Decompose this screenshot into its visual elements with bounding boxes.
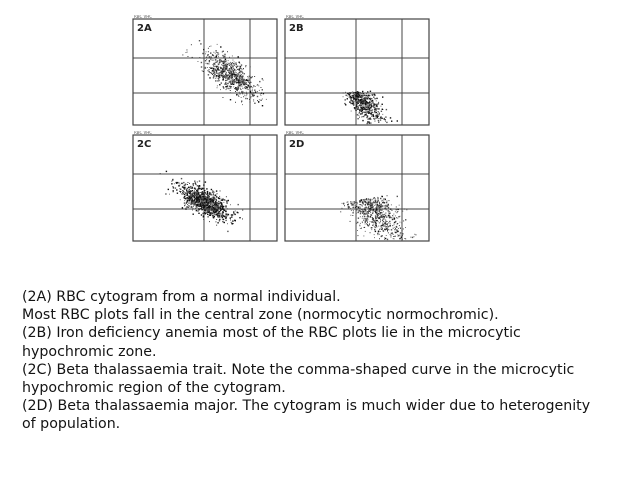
caption-line: (2C) Beta thalassaemia trait. Note the comma-shaped curve in the microcytic <box>22 361 575 378</box>
cytogram-panel-2c <box>132 131 278 242</box>
cytogram-figure <box>132 15 432 245</box>
panel-header-2d: RBC VHC <box>286 131 305 135</box>
panel-header-2a: RBC VHC <box>134 15 153 19</box>
panel-label-2d: 2D <box>289 139 305 150</box>
panel-header-2b: RBC VHC <box>286 15 305 19</box>
cytogram-panel-2a <box>132 15 278 126</box>
panel-label-2b: 2B <box>289 23 304 34</box>
cytogram-plot-2c <box>132 131 278 242</box>
caption-line: of population. <box>22 416 121 433</box>
panel-label-2a: 2A <box>137 23 152 34</box>
cytogram-plot-2d <box>284 131 430 242</box>
caption-line: (2A) RBC cytogram from a normal individual. <box>22 289 341 305</box>
caption-line: (2B) Iron deficiency anemia most of the RBC plots lie in the microcytic <box>22 325 521 342</box>
panel-header-2c: RBC VHC <box>134 131 153 135</box>
caption-line: Most RBC plots fall in the central zone (normocytic normochromic). <box>22 307 499 324</box>
panel-label-2c: 2C <box>137 139 152 150</box>
figure-caption <box>22 288 622 434</box>
cytogram-plot-2a <box>132 15 278 126</box>
caption-line: (2D) Beta thalassaemia major. The cytogram is much wider due to heterogenity <box>22 398 591 415</box>
cytogram-plot-2b <box>284 15 430 126</box>
cytogram-panel-2d <box>284 131 430 242</box>
cytogram-panel-2b <box>284 15 430 126</box>
caption-line: hypochromic zone. <box>22 343 157 360</box>
caption-line: hypochromic region of the cytogram. <box>22 380 286 397</box>
